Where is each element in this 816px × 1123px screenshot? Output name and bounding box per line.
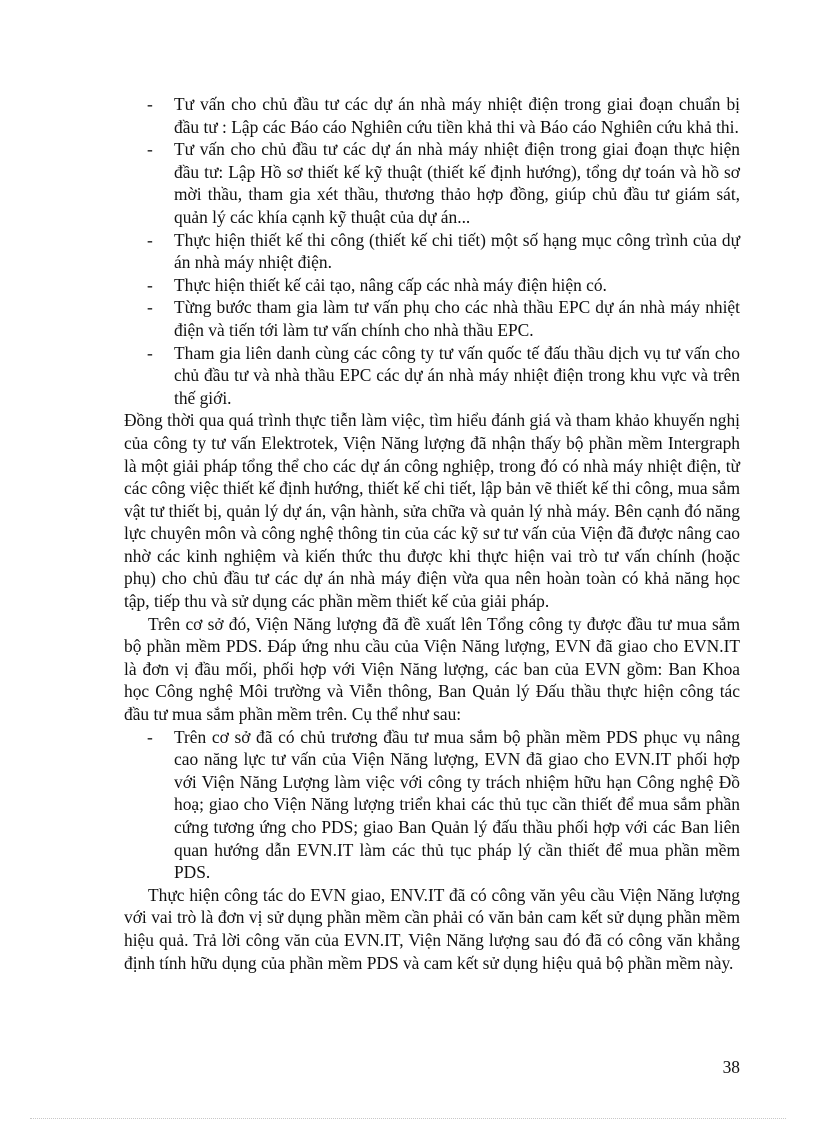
list-item-text: Thực hiện thiết kế cải tạo, nâng cấp các nhà máy điện hiện có. xyxy=(174,274,607,295)
list-item xyxy=(124,138,740,228)
bullet-dash: - xyxy=(147,94,153,114)
list-item-text: Tư vấn cho chủ đầu tư các dự án nhà máy nhiệt điện trong giai đoạn thực hiện đầu tư: Lập Hồ sơ thiết kế kỹ thuật (thiết kế định hướng), tổng dự toán và hồ sơ mời thầu, tham gia xét thầu, thương thảo hợp đồng, giúp chủ đầu tư giám sát, quản lý các khía cạnh kỹ thuật của dự án... xyxy=(174,139,740,227)
page-number: 38 xyxy=(722,1057,740,1077)
list-item-text: Trên cơ sở đã có chủ trương đầu tư mua sắm bộ phần mềm PDS phục vụ nâng cao năng lực tư vấn của Viện Năng lượng, EVN đã giao cho EVN.IT phối hợp với Viện Năng Lượng làm việc với công ty trách nhiệm hữu hạn Công nghệ Đồ hoạ; giao cho Viện Năng lượng triển khai các thủ tục cần thiết để mua sắm phần cứng tương ứng cho PDS; giao Ban Quản lý đấu thầu phối hợp với các Ban liên quan hướng dẫn EVN.IT làm các thủ tục pháp lý cần thiết để mua phần mềm PDS. xyxy=(174,726,740,883)
implementation-list xyxy=(124,726,740,884)
bullet-dash: - xyxy=(147,342,153,363)
paragraph-pds-proposal: Trên cơ sở đó, Viện Năng lượng đã đề xuất lên Tổng công ty được đầu tư mua sắm bộ phần mềm PDS. Đáp ứng nhu cầu của Viện Năng lượng, EVN đã giao cho EVN.IT là đơn vị đầu mối, phối hợp với Viện Năng lượng, các ban của EVN gồm: Ban Khoa học Công nghệ Môi trường và Viễn thông, Ban Quản lý Đấu thầu thực hiện công tác đầu tư mua sắm phần mềm trên. Cụ thể như sau: xyxy=(124,613,740,725)
bullet-dash: - xyxy=(147,229,153,250)
list-item xyxy=(124,296,740,341)
document-body xyxy=(124,93,740,974)
paragraph-commitment: Thực hiện công tác do EVN giao, ENV.IT đã có công văn yêu cầu Viện Năng lượng với vai trò là đơn vị sử dụng phần mềm cần phải có văn bản cam kết sử dụng phần mềm hiệu quả. Trả lời công văn của EVN.IT, Viện Năng lượng sau đó đã có công văn khẳng định tính hữu dụng của phần mềm PDS và cam kết sử dụng hiệu quả bộ phần mềm này. xyxy=(124,884,740,973)
paragraph-intergraph: Đồng thời qua quá trình thực tiễn làm việc, tìm hiểu đánh giá và tham khảo khuyến nghị của công ty tư vấn Elektrotek, Viện Năng lượng đã nhận thấy bộ phần mềm Intergraph là một giải pháp tổng thể cho các dự án công nghiệp, trong đó có nhà máy nhiệt điện, từ các công việc thiết kế định hướng, thiết kế chi tiết, lập bản vẽ thiết kế thi công, mua sắm vật tư thiết bị, quản lý dự án, vận hành, sửa chữa và quản lý nhà máy. Bên cạnh đó năng lực chuyên môn và công nghệ thông tin của các kỹ sư tư vấn của Viện đã được nâng cao nhờ các kinh nghiệm và kiến thức thu được khi thực hiện vai trò tư vấn chính (hoặc phụ) cho chủ đầu tư các dự án nhà máy điện vừa qua nên hoàn toàn có khả năng học tập, tiếp thu và sử dụng các phần mềm thiết kế của giải pháp. xyxy=(124,410,740,612)
list-item xyxy=(124,93,740,138)
list-item-text: Từng bước tham gia làm tư vấn phụ cho các nhà thầu EPC dự án nhà máy nhiệt điện và tiến tới làm tư vấn chính cho nhà thầu EPC. xyxy=(174,297,740,340)
page-bottom-divider xyxy=(30,1118,786,1119)
list-item xyxy=(124,274,740,297)
list-item-text: Tư vấn cho chủ đầu tư các dự án nhà máy nhiệt điện trong giai đoạn chuẩn bị đầu tư : Lập các Báo cáo Nghiên cứu tiền khả thi và Báo cáo Nghiên cứu khả thi. xyxy=(174,94,740,137)
list-item xyxy=(124,726,740,884)
bullet-dash: - xyxy=(147,139,153,160)
list-item-text: Thực hiện thiết kế thi công (thiết kế chi tiết) một số hạng mục công trình của dự án nhà máy nhiệt điện. xyxy=(174,229,740,273)
bullet-dash: - xyxy=(147,726,153,747)
list-item-text: Tham gia liên danh cùng các công ty tư vấn quốc tế đấu thầu dịch vụ tư vấn cho chủ đầu tư và nhà thầu EPC các dự án nhà máy nhiệt điện trong khu vực và trên thế giới. xyxy=(174,342,740,408)
bullet-dash: - xyxy=(147,274,153,295)
list-item xyxy=(124,342,740,410)
consulting-tasks-list xyxy=(124,93,740,409)
list-item xyxy=(124,229,740,274)
bullet-dash: - xyxy=(147,297,153,318)
